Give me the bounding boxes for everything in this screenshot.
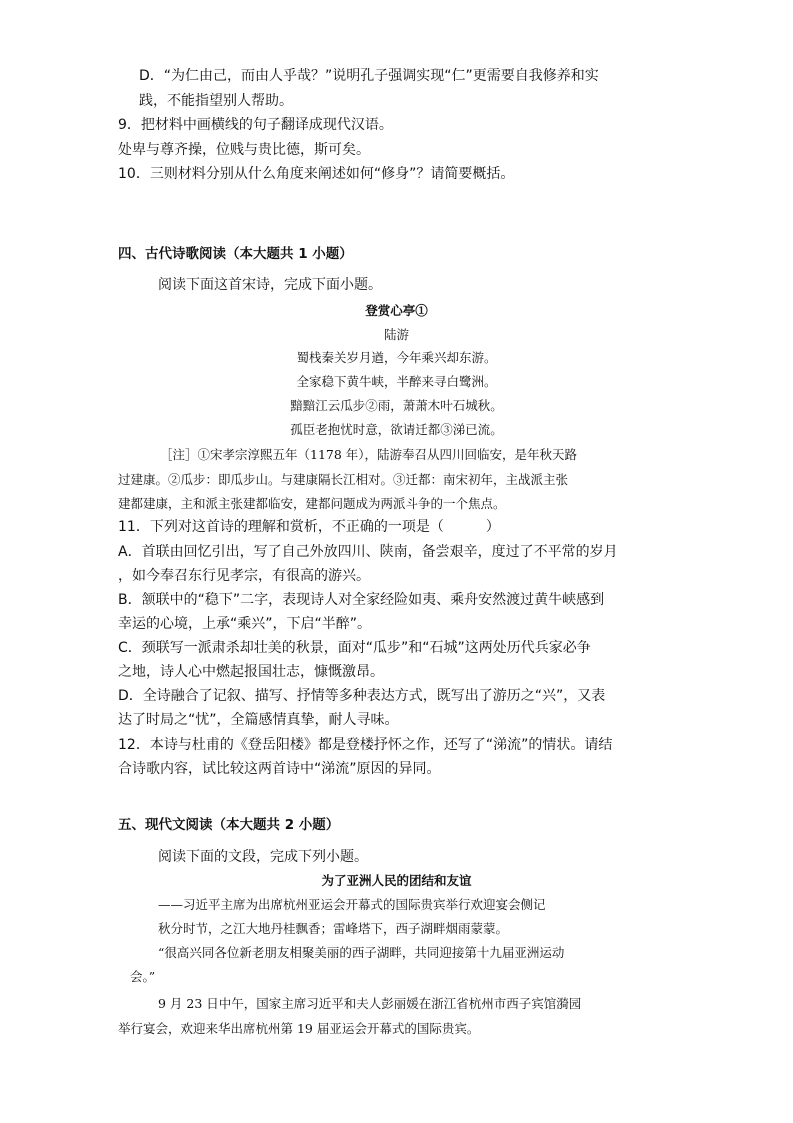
poem-note-line-2: 过建康。②瓜步：即瓜步山。与建康隔长江相对。③迁都：南宋初年，主战派主张	[118, 472, 569, 487]
q11-option-d-line2: 达了时局之“忧”，全篇感情真挚，耐人寻味。	[118, 712, 399, 728]
q11-option-d-line1: D．全诗融合了记叙、描写、抒情等多种表达方式，既写出了游历之“兴”，又表	[118, 688, 606, 704]
article-para-1: 秋分时节，之江大地丹桂飘香；雷峰塔下，西子湖畔烟雨蒙蒙。	[158, 921, 509, 936]
section-5-intro: 阅读下面的文段，完成下列小题。	[158, 849, 368, 865]
q11-option-b-line2: 幸运的心境，上承“乘兴”，下启“半醉”。	[118, 616, 372, 632]
article-para-3-line2: 举行宴会，欢迎来华出席杭州第 19 届亚运会开幕式的国际贵宾。	[118, 1021, 480, 1036]
section-4-heading: 四、古代诗歌阅读（本大题共 1 小题）	[118, 246, 353, 262]
q11-option-c-line1: C．颈联写一派肃杀却壮美的秋景，面对“瓜步”和“石城”这两处历代兵家必争	[118, 640, 591, 656]
question-11: 11．下列对这首诗的理解和赏析，不正确的一项是（ ）	[118, 519, 500, 535]
question-12-line1: 12．本诗与杜甫的《登岳阳楼》都是登楼抒怀之作，还写了“涕流”的情状。请结	[118, 737, 613, 753]
q11-option-a-line1: A．首联由回忆引出，写了自己外放四川、陕南，备尝艰辛，度过了不平常的岁月	[118, 544, 618, 560]
option-d-line1: D．“为仁由己，而由人乎哉？”说明孔子强调实现“仁”更需要自我修养和实	[139, 68, 599, 84]
poem-line-4: 孤臣老抱忧时意，欲请迁都③涕已流。	[290, 422, 503, 437]
section-5-heading: 五、现代文阅读（本大题共 2 小题）	[118, 817, 340, 833]
question-9: 9．把材料中画横线的句子翻译成现代汉语。	[118, 117, 393, 133]
article-para-2-line2: 会。”	[130, 969, 156, 984]
question-12-line2: 合诗歌内容，试比较这两首诗中“涕流”原因的异同。	[118, 761, 441, 777]
poem-author: 陆游	[383, 327, 409, 342]
article-para-3-line1: 9 月 23 日中午，国家主席习近平和夫人彭丽媛在浙江省杭州市西子宾馆漪园	[158, 996, 582, 1011]
poem-title: 登赏心亭①	[365, 303, 428, 318]
q11-option-a-line2: ，如今奉召东行见孝宗，有很高的游兴。	[118, 568, 370, 584]
q11-option-b-line1: B．颔联中的“稳下”二字，表现诗人对全家经险如夷、乘舟安然渡过黄牛峡感到	[118, 592, 605, 608]
question-10: 10．三则材料分别从什么角度来阐述如何“修身”？请简要概括。	[118, 166, 515, 182]
poem-note-line-3: 建都建康，主和派主张建都临安，建都问题成为两派斗争的一个焦点。	[118, 496, 506, 511]
poem-note-line-1: ［注］①宋孝宗淳熙五年（1178 年），陆游奉召从四川回临安，是年秋天路	[160, 447, 578, 462]
poem-line-2: 全家稳下黄牛峡，半醉来寻白鹭洲。	[296, 374, 497, 389]
question-9-sentence: 处卑与尊齐操，位贱与贵比德，斯可矣。	[118, 142, 370, 158]
article-title: 为了亚洲人民的团结和友谊	[321, 873, 472, 888]
poem-line-3: 黯黯江云瓜步②雨，萧萧木叶石城秋。	[290, 398, 503, 413]
article-subtitle: ——习近平主席为出席杭州亚运会开幕式的国际贵宾举行欢迎宴会侧记	[158, 897, 546, 912]
poem-line-1: 蜀栈秦关岁月遒，今年乘兴却东游。	[296, 350, 497, 365]
section-4-intro: 阅读下面这首宋诗，完成下面小题。	[158, 277, 382, 293]
option-d-line2: 践，不能指望别人帮助。	[139, 93, 293, 109]
q11-option-c-line2: 之地，诗人心中燃起报国壮志，慷慨激昂。	[118, 664, 384, 680]
article-para-2-line1: “很高兴同各位新老朋友相聚美丽的西子湖畔，共同迎接第十九届亚洲运动	[158, 945, 565, 960]
